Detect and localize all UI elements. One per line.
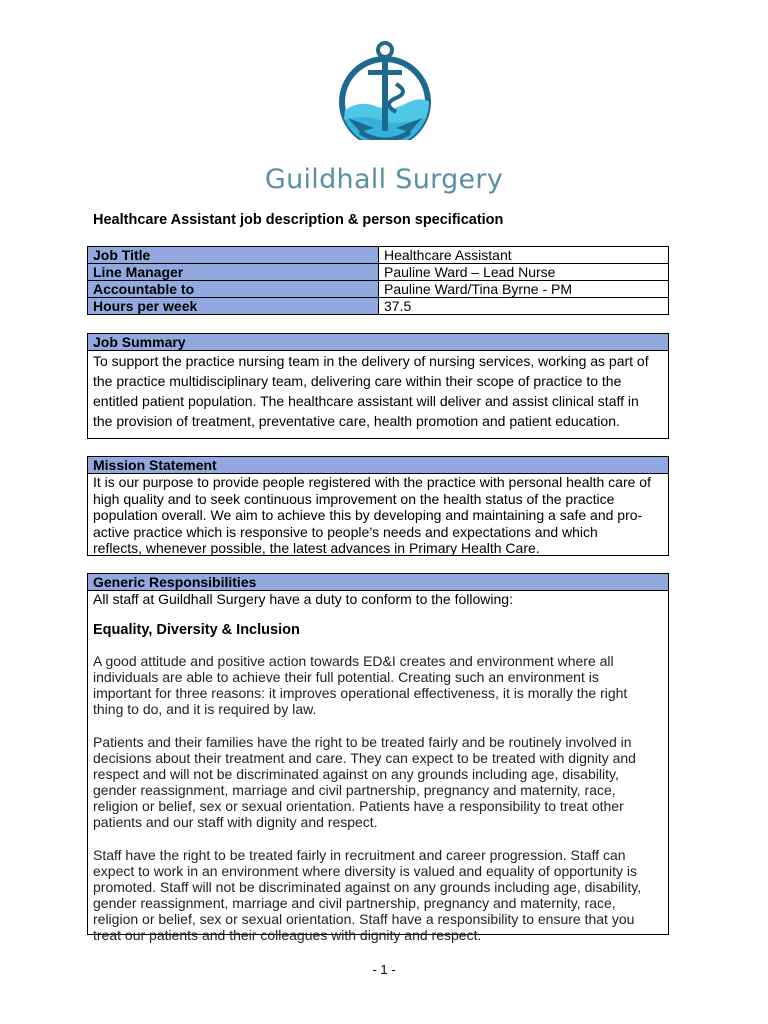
text-line: population overall. We aim to achieve this by developing and maintaining a safe and pro-: [93, 507, 643, 523]
job-summary-section: [87, 333, 669, 439]
text-line: important for three reasons: it improves operational effectiveness, it is morally the right: [93, 685, 628, 701]
table-row: [88, 298, 669, 315]
section-body: [88, 474, 668, 557]
text-line: expect to work in an environment where diversity is valued and equality of opportunity is: [93, 863, 637, 879]
text-line: the practice multidisciplinary team, delivering care within their scope of practice to the: [93, 373, 622, 389]
text-line: patients and our staff with dignity and respect.: [93, 814, 378, 830]
text-line: A good attitude and positive action towards ED&I creates and environment where all: [93, 653, 614, 669]
section-body: [88, 591, 668, 943]
text-line: To support the practice nursing team in the delivery of nursing services, working as part of: [93, 353, 649, 369]
info-value: 37.5: [379, 298, 669, 315]
text-line: entitled patient population. The healthcare assistant will deliver and assist clinical staff in: [93, 393, 639, 409]
table-row: [88, 281, 669, 298]
text-line: religion or belief, sex or sexual orientation. Patients have a responsibility to treat other: [93, 798, 624, 814]
subheading: Equality, Diversity & Inclusion: [93, 622, 300, 638]
paragraph: [93, 653, 663, 717]
text-line: gender reassignment, marriage and civil partnership, pregnancy and maternity, race,: [93, 782, 616, 798]
text-line: It is our purpose to provide people registered with the practice with personal health care of: [93, 474, 651, 490]
info-value: Pauline Ward/Tina Byrne - PM: [379, 281, 669, 298]
info-label: Job Title: [88, 247, 379, 264]
text-line: treat our patients and their colleagues with dignity and respect.: [93, 927, 482, 943]
mission-statement-section: [87, 456, 669, 556]
table-row: [88, 247, 669, 264]
section-heading: Mission Statement: [88, 457, 668, 474]
text-line: religion or belief, sex or sexual orientation. Staff have a responsibility to ensure that you: [93, 911, 635, 927]
paragraph: [93, 734, 663, 830]
text-line: the provision of treatment, preventative care, health promotion and patient education.: [93, 413, 620, 429]
text-line: reflects, whenever possible, the latest advances in Primary Health Care.: [93, 540, 540, 556]
text-line: Patients and their families have the right to be treated fairly and be routinely involved in: [93, 734, 632, 750]
text-line: high quality and to seek continuous improvement on the health status of the practice: [93, 490, 615, 507]
job-info-table: [87, 246, 669, 315]
text-line: individuals are able to achieve their full potential. Creating such an environment is: [93, 669, 599, 685]
page-number: - 1 -: [372, 962, 396, 977]
paragraph: [93, 847, 663, 943]
text-line: thing to do, and it is required by law.: [93, 701, 317, 717]
intro-text: All staff at Guildhall Surgery have a duty to conform to the following:: [93, 591, 513, 607]
info-label: Accountable to: [88, 281, 379, 298]
info-label: Line Manager: [88, 264, 379, 281]
text-line: decisions about their treatment and care. They can expect to be treated with dignity and: [93, 750, 636, 766]
info-value: Pauline Ward – Lead Nurse: [379, 264, 669, 281]
text-line: promoted. Staff will not be discriminated against on any grounds including age, disability,: [93, 879, 642, 895]
document-title: Healthcare Assistant job description & person specification: [93, 212, 504, 228]
text-line: active practice which is responsive to people’s needs and expectations and which: [93, 523, 598, 540]
section-heading: Job Summary: [88, 334, 668, 351]
text-line: Staff have the right to be treated fairly in recruitment and career progression. Staff can: [93, 847, 626, 863]
table-row: [88, 264, 669, 281]
section-body: [88, 351, 668, 431]
generic-responsibilities-section: [87, 573, 669, 943]
text-line: respect and will not be discriminated against on any grounds including age, disability,: [93, 766, 619, 782]
guildhall-anchor-logo: [330, 40, 440, 152]
info-label: Hours per week: [88, 298, 379, 315]
section-heading: Generic Responsibilities: [88, 574, 668, 591]
brand-name: Guildhall Surgery: [264, 164, 504, 195]
info-value: Healthcare Assistant: [379, 247, 669, 264]
text-line: gender reassignment, marriage and civil partnership, pregnancy and maternity, race,: [93, 895, 616, 911]
